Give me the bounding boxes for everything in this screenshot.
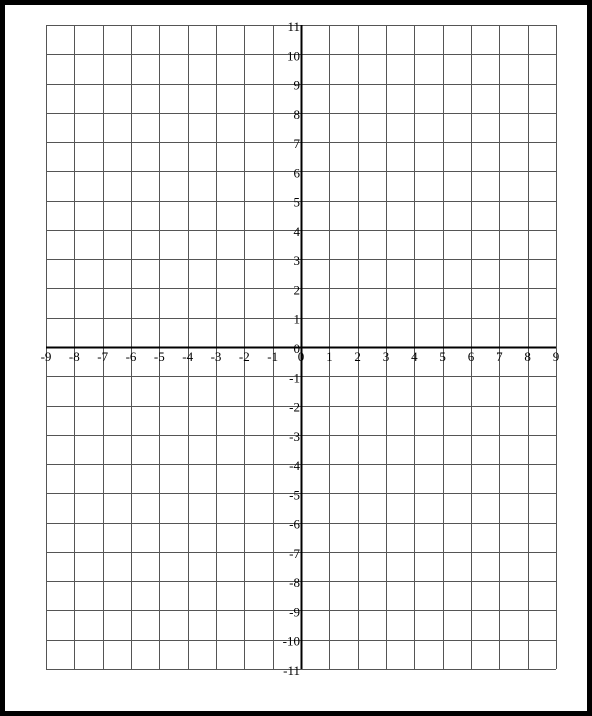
y-tick-label: -4 <box>289 458 300 474</box>
x-tick-label: -4 <box>182 349 194 364</box>
y-tick-label: 8 <box>293 106 300 122</box>
y-tick-label: 0 <box>293 341 300 356</box>
x-tick-label: -7 <box>97 349 109 364</box>
x-tick-label: 0 <box>297 349 305 364</box>
coordinate-grid <box>5 5 587 711</box>
x-tick-label: -9 <box>40 349 52 364</box>
x-tick-label: 3 <box>382 349 390 364</box>
y-tick-label: 9 <box>293 77 300 93</box>
x-tick-label: 2 <box>354 349 361 364</box>
y-tick-label: 7 <box>293 136 300 152</box>
x-tick-label: -1 <box>267 349 279 364</box>
y-tick-label: -5 <box>289 487 300 503</box>
y-tick-label: -11 <box>283 663 300 678</box>
y-tick-label: -1 <box>289 370 300 386</box>
y-tick-label: -6 <box>289 516 300 532</box>
graph-paper-page <box>5 5 587 711</box>
x-tick-label: 4 <box>411 349 418 364</box>
x-tick-label: 7 <box>496 349 503 364</box>
x-tick-label: 1 <box>326 349 333 364</box>
y-tick-label: -8 <box>289 575 300 591</box>
y-tick-label: 6 <box>293 165 300 181</box>
x-tick-label: 8 <box>524 349 531 364</box>
x-tick-label: -3 <box>210 349 222 364</box>
y-tick-label: -7 <box>289 545 300 561</box>
y-tick-label: -3 <box>289 428 300 444</box>
x-tick-label: -8 <box>68 349 80 364</box>
y-tick-label: -2 <box>289 399 300 415</box>
x-tick-label: 5 <box>439 349 446 364</box>
y-tick-label: 5 <box>293 194 300 210</box>
x-tick-label: -6 <box>125 349 137 364</box>
x-tick-label: 9 <box>552 349 560 364</box>
x-tick-label: -5 <box>153 349 165 364</box>
x-tick-label: 6 <box>467 349 475 364</box>
y-tick-label: 4 <box>293 223 300 239</box>
x-tick-label: -2 <box>238 349 250 364</box>
axes <box>46 25 556 669</box>
y-tick-label: 2 <box>293 282 300 298</box>
y-tick-label: -10 <box>282 633 300 649</box>
y-tick-label: 1 <box>293 311 300 327</box>
y-tick-label: 10 <box>287 48 300 64</box>
y-tick-label: -9 <box>289 604 300 620</box>
y-tick-label: 11 <box>287 19 300 34</box>
y-tick-label: 3 <box>293 253 300 269</box>
